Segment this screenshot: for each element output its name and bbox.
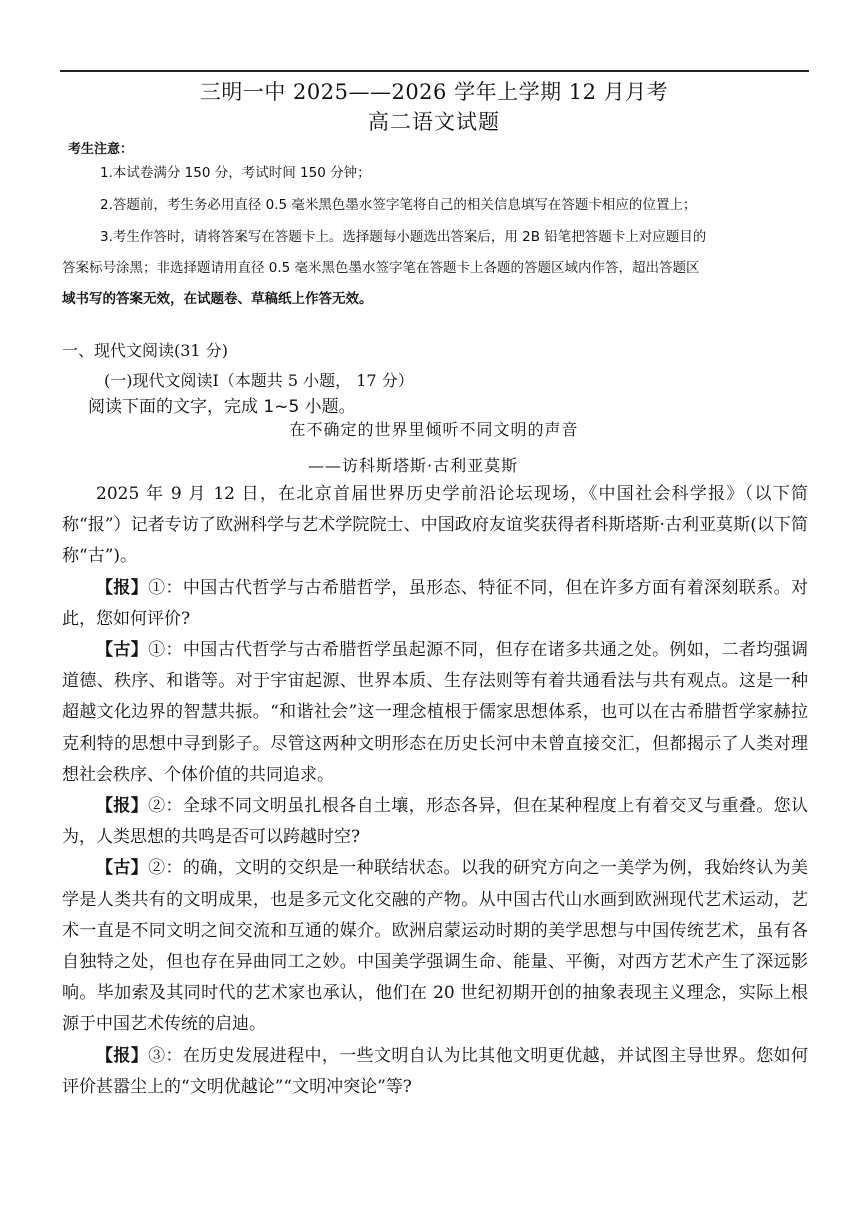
notice-item-1: 1.本试卷满分 150 分，考试时间 150 分钟； [100, 165, 371, 181]
speaker-tag: 【报】 [96, 1045, 149, 1066]
qa-text: ②：全球不同文明虽扎根各自土壤，形态各异，但在某种程度上有着交叉与重叠。您认为，人类思想的共鸣是否可以跨越时空? [62, 796, 808, 848]
qa-text: ①：中国古代哲学与古希腊哲学虽起源不同，但存在诸多共通之处。例如，二者均强调道德、秩序、和谐等。对于宇宙起源、世界本质、生存法则等有着共通看法与共有观点。这是一种超越文化边界的智慧共振。“和谐社会”这一理念植根于儒家思想体系，也可以在古希腊哲学家赫拉克利特的思想中寻到影子。尽管这两种文明形态在历史长河中未曾直接交汇，但都揭示了人类对理想社会秩序、个体价值的共同追求。 [62, 640, 808, 785]
reading-instruction: 阅读下面的文字，完成 1~5 小题。 [88, 397, 356, 417]
speaker-tag: 【报】 [96, 577, 149, 598]
qa-paragraph [62, 853, 808, 1040]
qa-text: ①：中国古代哲学与古希腊哲学，虽形态、特征不同，但在许多方面有着深刻联系。对此，您如何评价? [62, 577, 808, 629]
qa-paragraph [62, 791, 808, 853]
speaker-tag: 【古】 [96, 640, 149, 661]
qa-text: ②：的确，文明的交织是一种联结状态。以我的研究方向之一美学为例，我始终认为美学是人类共有的文明成果，也是多元文化交融的产物。从中国古代山水画到欧洲现代艺术运动，艺术一直是不同文明之间交流和互通的媒介。欧洲启蒙运动时期的美学思想与中国传统艺术，虽有各自独特之处，但也存在异曲同工之妙。中国美学强调生命、能量、平衡，对西方艺术产生了深远影响。毕加索及其同时代的艺术家也承认，他们在 20 世纪初期开创的抽象表现主义理念，实际上根源于中国艺术传统的启迪。 [62, 858, 808, 1035]
top-rule [60, 70, 809, 72]
subsection-title: (一)现代文阅读Ⅰ（本题共 5 小题， 17 分） [104, 371, 414, 390]
notice-item-3-line-1: 3.考生作答时，请将答案写在答题卡上。选择题每小题选出答案后，用 2B 铅笔把答题卡上对应题目的 [100, 229, 707, 245]
article-byline: ——访科斯塔斯·古利亚莫斯 [308, 456, 519, 475]
speaker-tag: 【古】 [96, 858, 149, 879]
qa-paragraph [62, 635, 808, 791]
notice-item-3-line-3: 域书写的答案无效，在试题卷、草稿纸上作答无效。 [62, 291, 373, 307]
exam-title: 三明一中 2025——2026 学年上学期 12 月月考 [199, 80, 669, 104]
section-title: 一、现代文阅读(31 分) [62, 341, 228, 360]
notice-item-3-line-2: 答案标号涂黑；非选择题请用直径 0.5 毫米黑色墨水签字笔在答题卡上各题的答题区域内作答，超出答题区 [62, 260, 700, 276]
speaker-tag: 【报】 [96, 796, 149, 817]
article-title: 在不确定的世界里倾听不同文明的声音 [289, 420, 579, 439]
notice-item-2: 2.答题前，考生务必用直径 0.5 毫米黑色墨水签字笔将自己的相关信息填写在答题卡相应的位置上； [100, 197, 697, 213]
article-body [62, 479, 808, 1103]
qa-paragraph [62, 1041, 808, 1103]
notice-heading: 考生注意： [68, 142, 134, 157]
exam-subtitle: 高二语文试题 [368, 110, 500, 134]
qa-paragraph [62, 573, 808, 635]
article-intro: 2025 年 9 月 12 日，在北京首届世界历史学前沿论坛现场，《中国社会科学报》（以下简称“报”）记者专访了欧洲科学与艺术学院院士、中国政府友谊奖获得者科斯塔斯·古利亚莫斯(以下简称“古”)。 [62, 484, 808, 567]
qa-text: ③：在历史发展进程中，一些文明自认为比其他文明更优越，并试图主导世界。您如何评价甚嚣尘上的“文明优越论”“文明冲突论”等? [62, 1045, 808, 1097]
